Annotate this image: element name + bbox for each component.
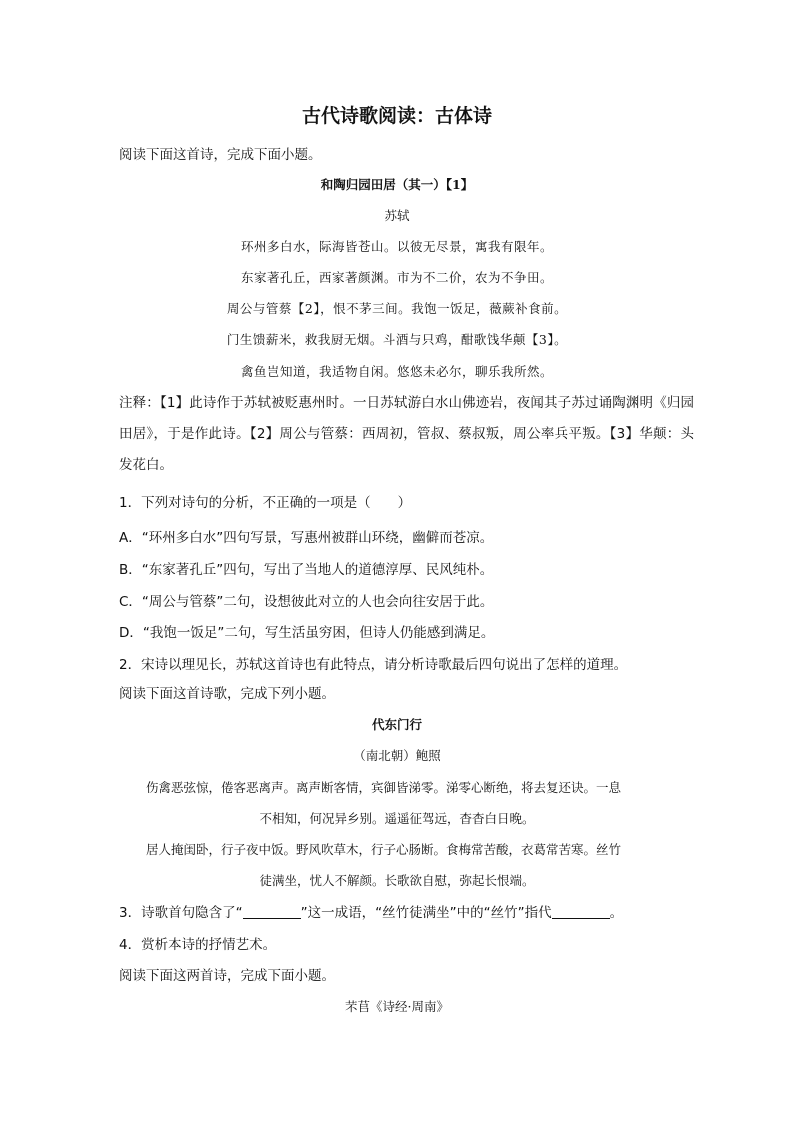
answer-blank-1[interactable] [243, 904, 301, 919]
section1-intro: 阅读下面这首诗，完成下面小题。 [119, 147, 322, 163]
poem2-line: 徒满坐，忧人不解颜。长歌欲自慰，弥起长恨端。 [259, 873, 535, 888]
section3-intro: 阅读下面这两首诗，完成下面小题。 [119, 968, 335, 984]
question-3 [119, 903, 699, 923]
question-1-option-b: B．“东家著孔丘”四句，写出了当地人的道德淳厚、民风纯朴。 [119, 562, 494, 578]
question-4: 4．赏析本诗的抒情艺术。 [119, 937, 277, 953]
poem1-line: 东家著孔丘，西家著颜渊。市为不二价，农为不争田。 [240, 270, 553, 285]
poem2-title: 代东门行 [371, 717, 422, 732]
poem2-line: 不相知，何况异乡别。遥遥征驾远，杳杳白日晚。 [259, 811, 535, 826]
question-1: 1．下列对诗句的分析，不正确的一项是（ ） [119, 495, 412, 511]
poem1-title: 和陶归园田居（其一）【1】 [320, 177, 474, 192]
poem1-notes: 注释：【1】此诗作于苏轼被贬惠州时。一日苏轼游白水山佛迹岩，夜闻其子苏过诵陶渊明《归园田居》，于是作此诗。【2】周公与管蔡：西周初，管叔、蔡叔叛，周公率兵平叛。【3】华颠：头发花白。 [119, 395, 694, 473]
question-3-part1: 3．诗歌首句隐含了“ [119, 905, 243, 921]
answer-blank-2[interactable] [552, 904, 610, 919]
poem1-line: 环州多白水，际海皆苍山。以彼无尽景，寓我有限年。 [240, 239, 553, 254]
poem2-author: （南北朝）鲍照 [353, 748, 441, 763]
poem1-line: 周公与管蔡【2】，恨不茅三间。我饱一饭足，薇蕨补食前。 [226, 301, 568, 316]
question-2: 2．宋诗以理见长，苏轼这首诗也有此特点，请分析诗歌最后四句说出了怎样的道理。 [119, 657, 628, 673]
poem3-title: 芣苢《诗经·周南》 [345, 999, 449, 1014]
poem1-line: 禽鱼岂知道，我适物自闲。悠悠未必尔，聊乐我所然。 [240, 364, 553, 379]
poem2-line: 伤禽恶弦惊，倦客恶离声。离声断客情，宾御皆涕零。涕零心断绝，将去复还诀。一息 [146, 780, 622, 795]
section2-intro: 阅读下面这首诗歌，完成下列小题。 [119, 686, 335, 702]
question-1-option-a: A．“环州多白水”四句写景，写惠州被群山环绕，幽僻而苍凉。 [119, 530, 494, 546]
document-title: 古代诗歌阅读：古体诗 [301, 105, 492, 127]
poem2-line: 居人掩闺卧，行子夜中饭。野风吹草木，行子心肠断。食梅常苦酸，衣葛常苦寒。丝竹 [146, 842, 622, 857]
poem1-author: 苏轼 [384, 208, 410, 223]
poem1-line: 门生馈薪米，救我厨无烟。斗酒与只鸡，酣歌饯华颠【3】。 [226, 332, 568, 347]
question-1-option-c: C．“周公与管蔡”二句，设想彼此对立的人也会向往安居于此。 [119, 594, 494, 610]
question-1-option-d: D．“我饱一饭足”二句，写生活虽穷困，但诗人仍能感到满足。 [119, 625, 495, 641]
question-3-part2: ”这一成语，“丝竹徒满坐”中的“丝竹”指代 [300, 905, 552, 921]
question-3-part3: 。 [609, 905, 624, 921]
